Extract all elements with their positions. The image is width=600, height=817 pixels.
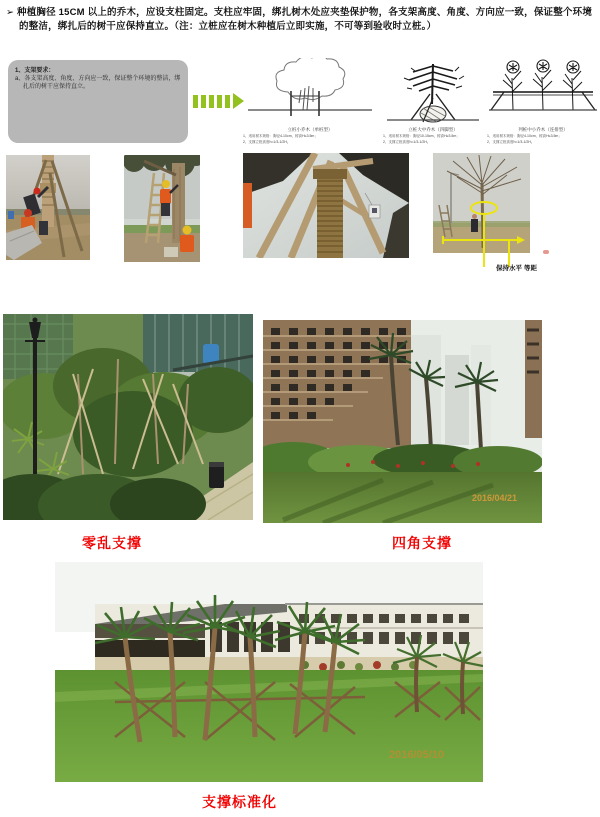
single-stake-drawing [243, 58, 377, 126]
diagram-note: 1、适用树木规格：胸径10-15cm，树高H≥3.5m； [383, 134, 460, 138]
support-requirements-box [8, 60, 188, 143]
diagram-tripod-stake [383, 58, 483, 144]
photo-annotated-tree [433, 153, 530, 275]
caption-messy-supports: 零乱支撑 [82, 535, 142, 551]
caption-standardized-supports: 支撑标准化 [202, 794, 277, 810]
photo-worker-ladder [124, 155, 200, 262]
diagram-note: 2、支撑立桩高度h=1/3-1/2H。 [383, 139, 431, 144]
diagram-note: 1、适用树木规格：胸径4-10cm，树高H≤3.5m； [487, 134, 562, 138]
diagram-single-stake [243, 58, 377, 144]
caption-four-corner-supports: 四角支撑 [392, 535, 452, 551]
diagram-caption: 立桩大中乔木（四脚型） [408, 127, 458, 132]
photo-workers-tripod [6, 155, 90, 260]
requirements-title: 1、支架要求： [15, 68, 55, 74]
diagram-caption: 立桩小乔木（单桩型） [287, 127, 333, 132]
annotation-label-equal-spacing: 等距 [524, 265, 537, 272]
requirements-item: a、各支架高度、角度、方向应一致，保证整个环境的整洁，绑扎后的树干应保持直立。 [15, 76, 181, 90]
intro-paragraph [6, 6, 596, 33]
photo-wrapped-trunk-closeup [243, 153, 409, 258]
red-mark [543, 250, 549, 254]
row-stakes-drawing [487, 58, 599, 126]
arrow-bullet-icon: ➢ [6, 7, 15, 18]
diagram-note: 1、适用树木规格：胸径4-10cm，树高H≤3.5m； [243, 134, 318, 138]
diagram-caption: 列桩中小乔木（连排型） [518, 127, 568, 132]
diagram-note: 2、支撑立桩高度h=1/3-1/2H。 [487, 139, 535, 144]
diagram-note: 2、支撑立桩高度h=1/3-1/2H。 [243, 139, 291, 144]
intro-text: 种植胸径 15CM 以上的乔木，应设支柱固定。支柱应牢固，绑扎树木处应夹垫保护物，各支架高度、角度、方向应一致，保证整个环境的整洁，绑扎后的树干应保持直立。（注：立桩应在树木种植后立即实施，不可等到验收时立桩。） [17, 7, 593, 32]
arrow-right-icon [193, 94, 244, 108]
photo-timestamp: 2016/04/21 [472, 493, 518, 503]
photo-messy-supports [3, 314, 253, 520]
photo-timestamp: 2016/05/10 [389, 749, 445, 761]
tripod-stake-drawing [383, 58, 483, 126]
annotation-label-keep-level: 保持水平 [496, 265, 522, 272]
diagram-row-stakes [487, 58, 599, 144]
